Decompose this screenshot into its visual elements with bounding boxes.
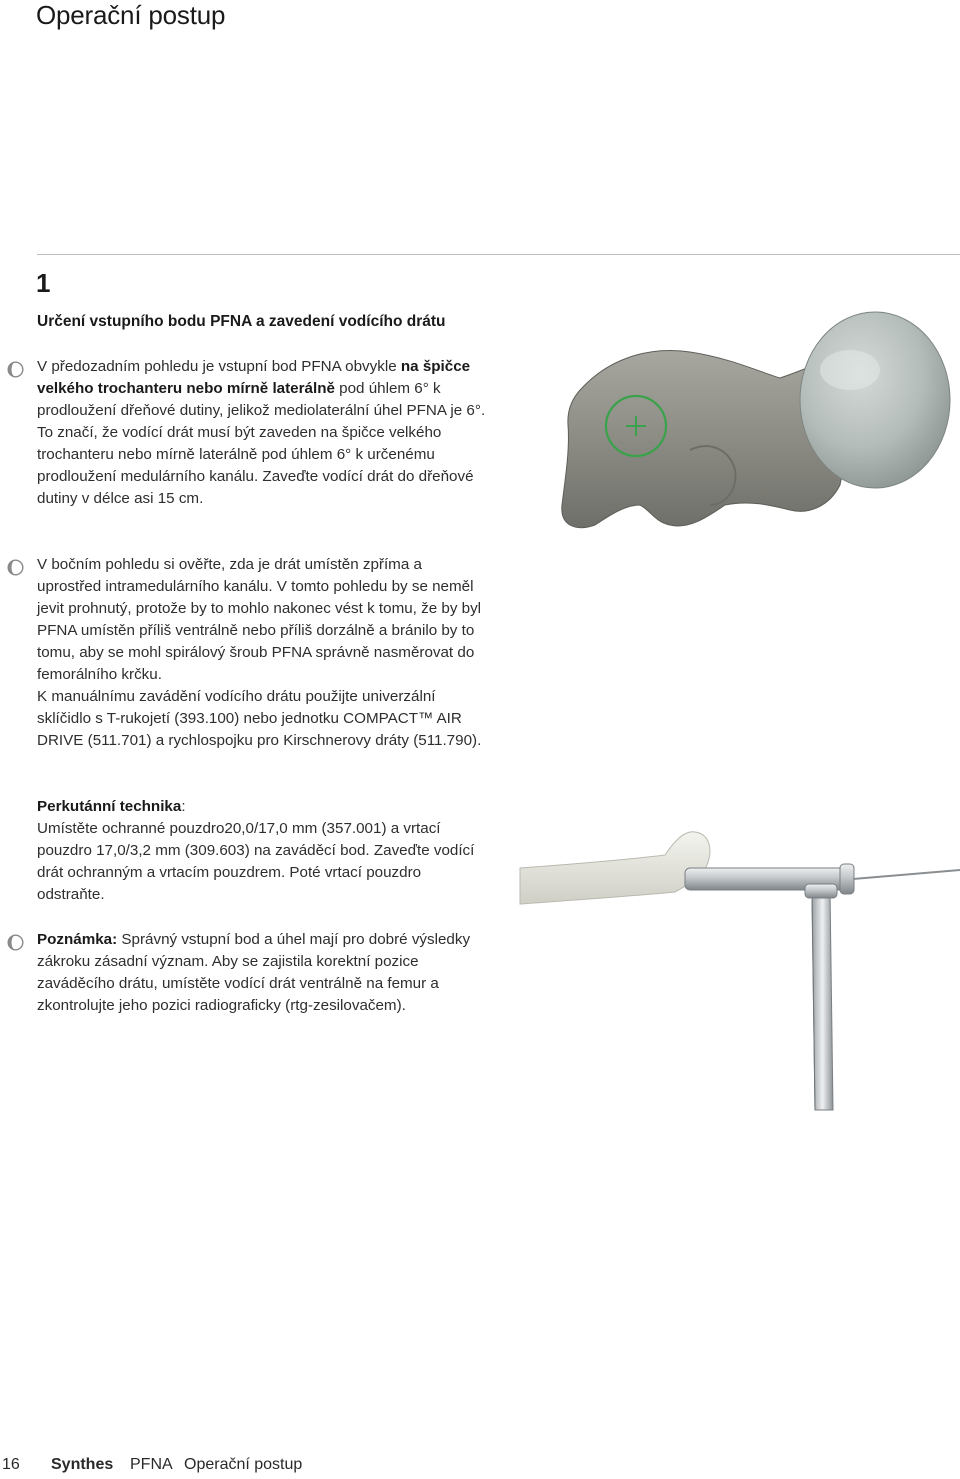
text-block-note: [37, 929, 487, 1017]
paragraph-instruments: K manuálnímu zavádění vodícího drátu použijte univerzální sklíčidlo s T-rukojetí (393.100) nebo jednotku COMPACT™ AIR DRIVE (511.701) a rychlospojku pro Kirschnerovy dráty (511.790).: [37, 688, 482, 749]
femur-shaft: [520, 832, 710, 904]
paragraph-entry-point: V předozadním pohledu je vstupní bod PFNA obvykle na špičce velkého trochanteru nebo mírně laterálně pod úhlem 6° k prodloužení dřeňové dutiny, jelikož mediolaterální úhel PFNA je 6°.: [37, 358, 486, 419]
paragraph-guide-wire: To značí, že vodící drát musí být zaveden na špičce velkého trochanteru nebo mírně laterálně pod úhlem 6° k určenému prodloužení medulárního kanálu. Zaveďte vodící drát do dřeňové dutiny v délce asi 15 cm.: [37, 424, 474, 507]
caution-bullet-icon: [7, 934, 24, 951]
footer-brand: Synthes: [51, 1456, 114, 1473]
percutaneous-heading: Perkutánní technika:: [37, 798, 186, 815]
caution-bullet-icon: [7, 361, 24, 378]
percutaneous-instrument-figure: [515, 820, 960, 1120]
text-block-percutaneous: [37, 796, 487, 906]
page-title: Operační postup: [36, 0, 226, 30]
paragraph-percutaneous: Umístěte ochranné pouzdro20,0/17,0 mm (357.001) a vrtací pouzdro 17,0/3,2 mm (309.603) na zaváděcí bod. Zaveďte vodící drát ochranným a vrtacím pouzdrem. Poté vrtací pouzdro odstraňte.: [37, 820, 475, 903]
guide-wire: [853, 870, 960, 879]
step-title: Určení vstupního bodu PFNA a zavedení vodícího drátu: [37, 313, 446, 330]
text-block-lateral-view: [37, 554, 487, 752]
femoral-head: [800, 312, 950, 488]
caution-bullet-icon: [7, 559, 24, 576]
text-block-ap-view: [37, 356, 487, 510]
footer-product: PFNA: [130, 1456, 173, 1473]
paragraph-note: Poznámka: Správný vstupní bod a úhel mají pro dobré výsledky zákroku zásadní význam. Aby se zajistila korektní pozice zaváděcího drátu, umístěte vodící drát ventrálně na femur a zkontrolujte jeho pozici radiograficky (rtg-zesilovačem).: [37, 931, 471, 1014]
paragraph-lateral-check: V bočním pohledu si ověřte, zda je drát umístěn zpříma a uprostřed intramedulárního kanálu. V tomto pohledu by se neměl jevit prohnutý, protože by to mohlo nakonec vést k tomu, že by byl PFNA umístěn příliš ventrálně nebo příliš dorzálně a bránilo by to tomu, aby se mohl spirálový šroub PFNA správně nasměrovat do femorálního krčku.: [37, 556, 482, 683]
step-number: 1: [36, 268, 51, 298]
footer-section: Operační postup: [184, 1456, 303, 1473]
page-number: 16: [2, 1456, 20, 1473]
femur-bone: [562, 351, 844, 528]
t-handle: [805, 884, 837, 1110]
femur-entry-point-figure: [540, 300, 960, 560]
section-divider: [37, 254, 960, 255]
